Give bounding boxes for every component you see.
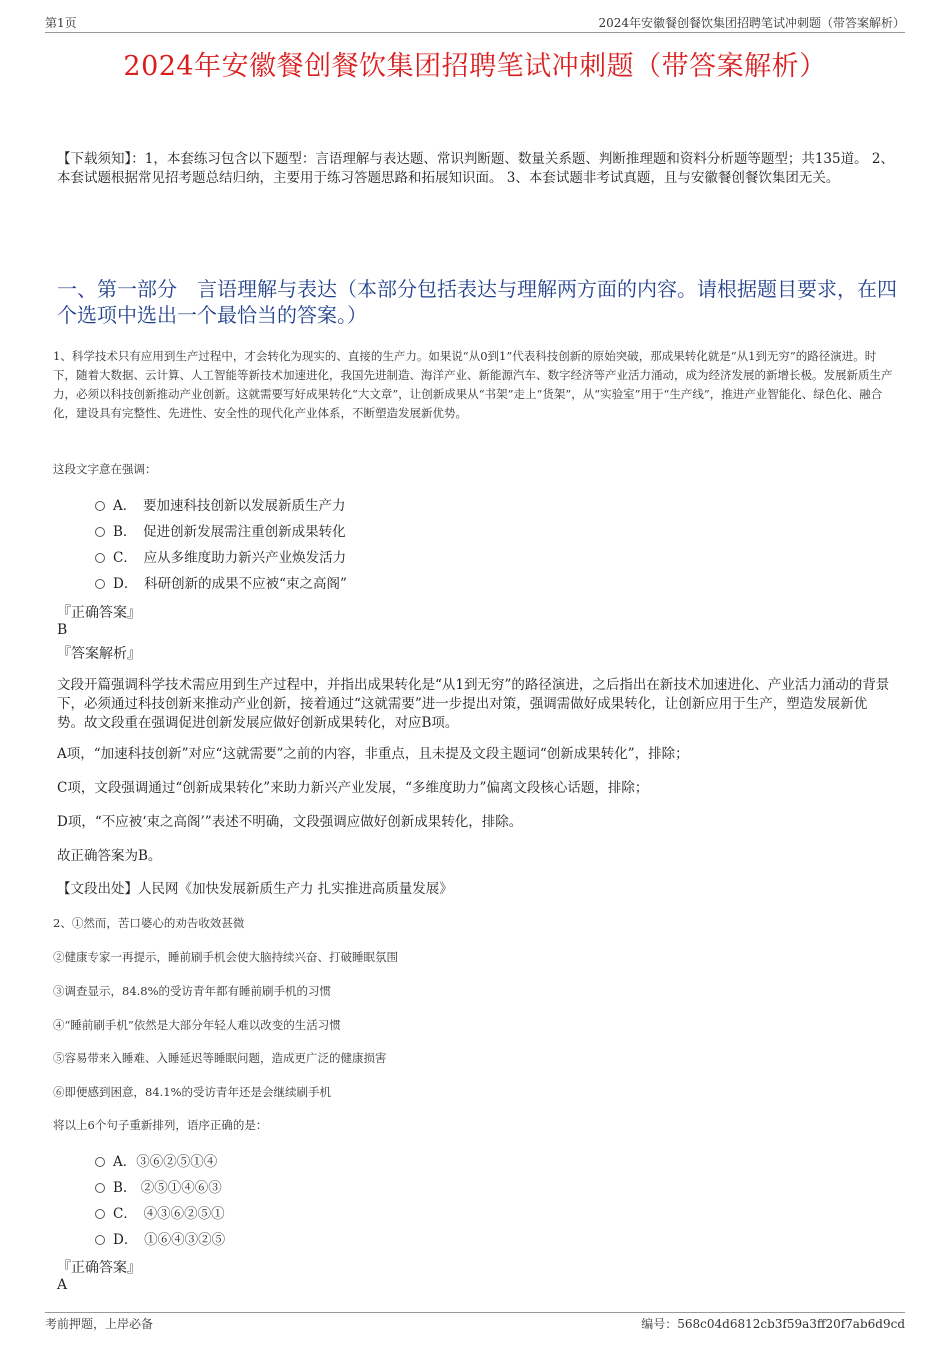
question-2-option-d[interactable] — [95, 1230, 225, 1250]
question-1-option-c[interactable] — [95, 548, 346, 568]
question-1-option-b[interactable] — [95, 522, 346, 542]
question-1-analysis-c: C项，文段强调通过“创新成果转化”来助力新兴产业发展，“多维度助力”偏离文段核心话题，排除； — [57, 780, 649, 796]
radio-icon[interactable] — [95, 1183, 105, 1193]
question-1-analysis-a: A项，“加速科技创新”对应“这就需要”之前的内容，非重点，且未提及文段主题词“创新成果转化”，排除； — [57, 746, 689, 762]
question-2-line-6: ⑥即便感到困意，84.1%的受访青年还是会继续刷手机 — [53, 1085, 332, 1099]
question-2-line-4: ④“睡前刷手机”依然是大部分年轻人难以改变的生活习惯 — [53, 1018, 341, 1032]
question-1-prompt: 这段文字意在强调： — [53, 462, 157, 476]
option-label: A．③⑥②⑤①④ — [113, 1154, 218, 1170]
section-title: 一、第一部分 言语理解与表达（本部分包括表达与理解两方面的内容。请根据题目要求，在四个选项中选出一个最恰当的答案。） — [57, 277, 897, 327]
radio-icon[interactable] — [95, 1157, 105, 1167]
question-2-option-c[interactable] — [95, 1204, 225, 1224]
question-1-conclusion: 故正确答案为B。 — [57, 848, 162, 864]
radio-icon[interactable] — [95, 553, 105, 563]
radio-icon[interactable] — [95, 579, 105, 589]
question-2-prompt: 将以上6个句子重新排列，语序正确的是： — [53, 1118, 268, 1132]
question-2-answer-label: 『正确答案』 — [57, 1260, 141, 1276]
option-label: A． 要加速科技创新以发展新质生产力 — [113, 498, 346, 514]
radio-icon[interactable] — [95, 1209, 105, 1219]
option-label: B. ②⑤①④⑥③ — [113, 1180, 222, 1196]
question-1-source: 【文段出处】人民网《加快发展新质生产力 扎实推进高质量发展》 — [57, 881, 453, 897]
header-doc-title: 2024年安徽餐创餐饮集团招聘笔试冲刺题（带答案解析） — [598, 16, 905, 30]
question-1-analysis-main: 文段开篇强调科学技术需应用到生产过程中，并指出成果转化是“从1到无穷”的路径演进，之后指出在新技术加速进化、产业活力涌动的背景下，必须通过科技创新来推动产业创新，接着通过“这就需要”进一步提出对策，强调需做好成果转化，让创新应用于生产，塑造发展新优势。故文段重在强调促进创新发展应做好创新成果转化，对应B项。 — [57, 677, 890, 731]
question-2-line-3: ③调查显示，84.8%的受访青年都有睡前刷手机的习惯 — [53, 984, 332, 998]
question-1-answer: B — [57, 622, 68, 638]
page-title: 2024年安徽餐创餐饮集团招聘笔试冲刺题（带答案解析） — [123, 51, 827, 82]
footer-doc-id: 编号：568c04d6812cb3f59a3ff20f7ab6d9cd — [641, 1317, 905, 1331]
header-divider — [45, 32, 905, 33]
question-1-analysis-d: D项，“不应被‘束之高阁’”表述不明确，文段强调应做好创新成果转化，排除。 — [57, 814, 523, 830]
question-2-line-5: ⑤容易带来入睡难、入睡延迟等睡眠问题，造成更广泛的健康损害 — [53, 1051, 387, 1065]
option-label: C． ④③⑥②⑤① — [113, 1206, 225, 1222]
question-2-line-2: ②健康专家一再提示，睡前刷手机会使大脑持续兴奋、打破睡眠氛围 — [53, 950, 398, 964]
footer-divider — [45, 1312, 905, 1313]
radio-icon[interactable] — [95, 527, 105, 537]
question-1-analysis-label: 『答案解析』 — [57, 646, 141, 662]
question-2-answer: A — [57, 1277, 68, 1293]
option-label: D． 科研创新的成果不应被“束之高阁” — [113, 576, 347, 592]
question-1-option-a[interactable] — [95, 496, 346, 516]
option-label: C． 应从多维度助力新兴产业焕发活力 — [113, 550, 347, 566]
question-2-line-1: 2、①然而，苦口婆心的劝告收效甚微 — [53, 916, 245, 930]
footer-slogan: 考前押题，上岸必备 — [45, 1317, 154, 1331]
option-label: D． ①⑥④③②⑤ — [113, 1232, 226, 1248]
radio-icon[interactable] — [95, 501, 105, 511]
question-1-option-d[interactable] — [95, 574, 347, 594]
question-2-option-b[interactable] — [95, 1178, 222, 1198]
radio-icon[interactable] — [95, 1235, 105, 1245]
download-notice: 【下载须知】：1，本套练习包含以下题型：言语理解与表达题、常识判断题、数量关系题、判断推理题和资料分析题等题型；共135道。 2、本套试题根据常见招考题总结归纳，主要用于练习答题思路和拓展知识面。 3、本套试题非考试真题，且与安徽餐创餐饮集团无关。 — [57, 151, 894, 186]
question-1-answer-label: 『正确答案』 — [57, 605, 141, 621]
question-2-option-a[interactable] — [95, 1152, 217, 1172]
question-1-stem: 1、科学技术只有应用到生产过程中，才会转化为现实的、直接的生产力。如果说“从0到1”代表科技创新的原始突破，那成果转化就是“从1到无穷”的路径演进。时下，随着大数据、云计算、人工智能等新技术加速进化，我国先进制造、海洋产业、新能源汽车、数字经济等产业活力涌动，成为经济发展的新增长极。发展新质生产力，必须以科技创新推动产业创新。这就需要写好成果转化“大文章”，让创新成果从“书架”走上“货架”，从“实验室”用于“生产线”，推进产业智能化、绿色化、融合化，建设具有完整性、先进性、安全性的现代化产业体系，不断塑造发展新优势。 — [53, 349, 893, 420]
page-number: 第1页 — [45, 16, 77, 30]
option-label: B． 促进创新发展需注重创新成果转化 — [113, 524, 346, 540]
